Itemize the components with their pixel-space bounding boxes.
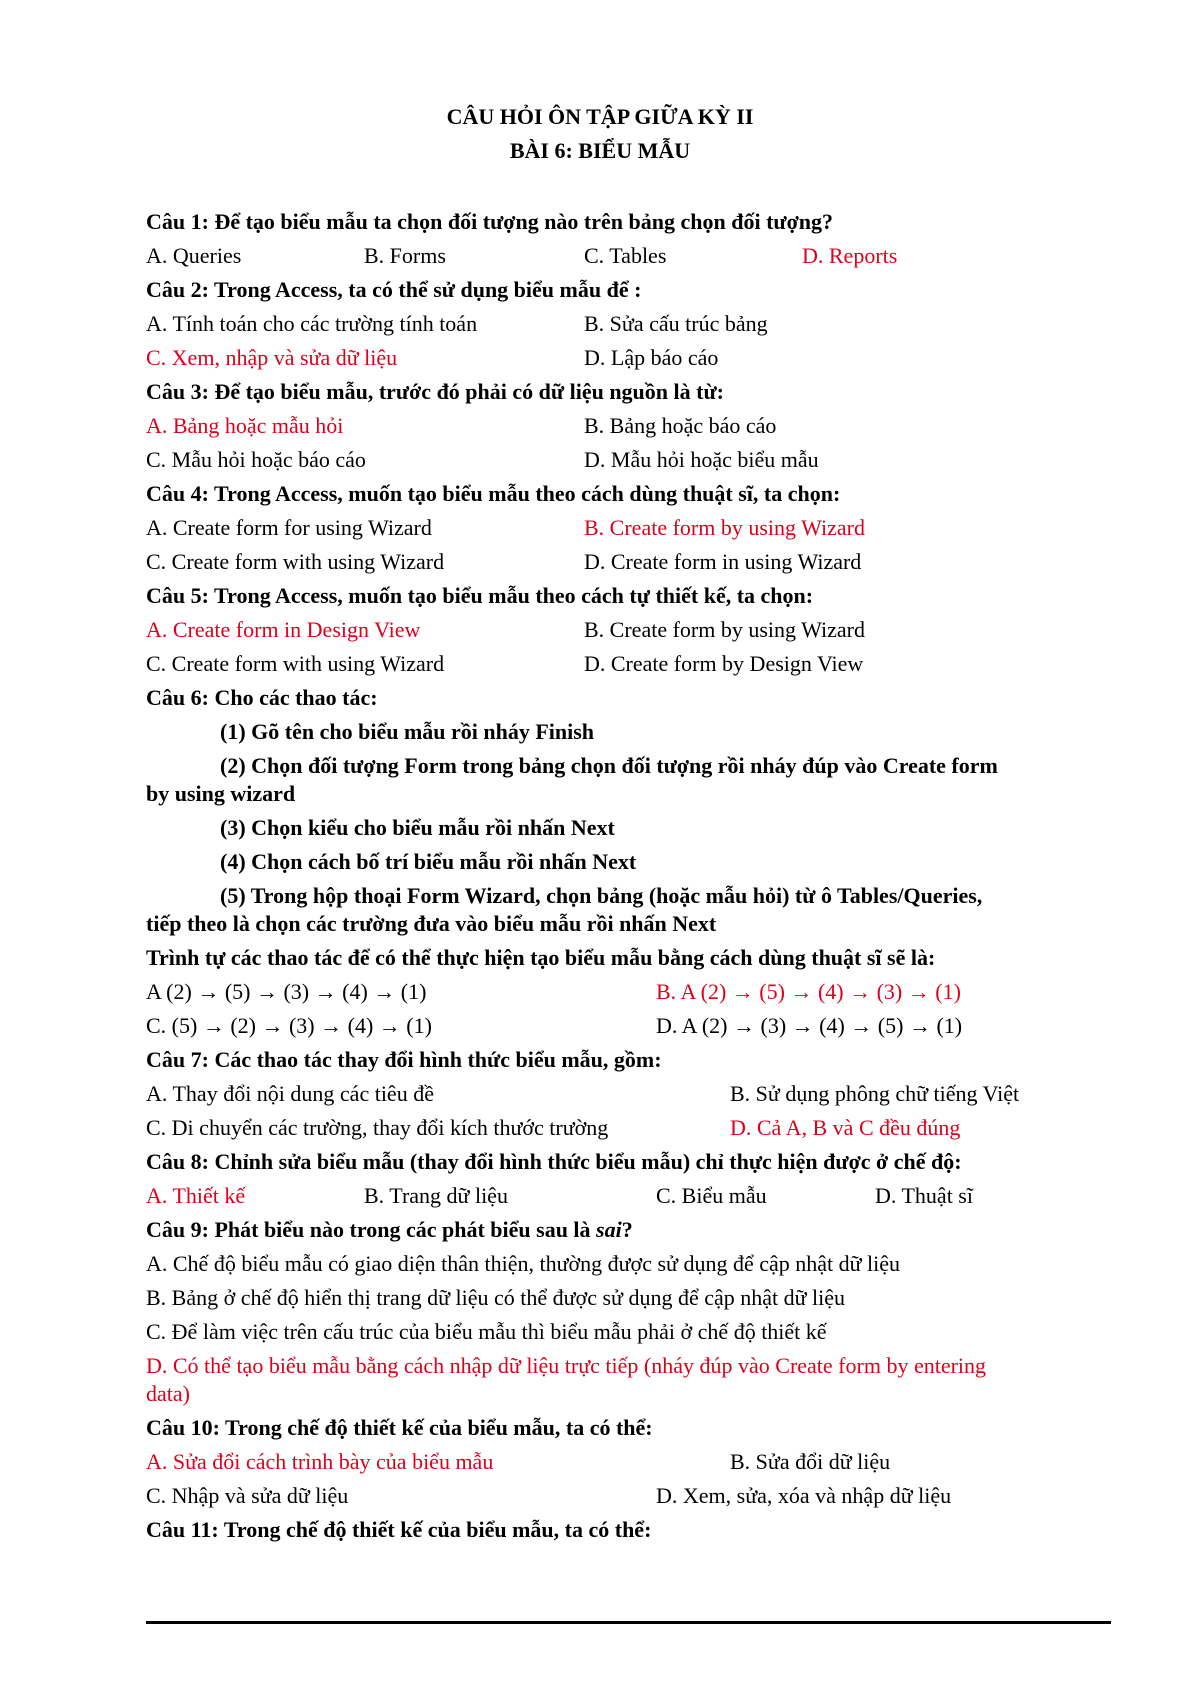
q9-label-start: Câu 9: Phát biểu nào trong các phát biểu sau là xyxy=(146,1217,597,1242)
q7-option-c: C. Di chuyển các trường, thay đổi kích thước trường xyxy=(146,1115,609,1140)
q1-option-d-answer: D. Reports xyxy=(802,243,898,268)
q6-step-5: (5) Trong hộp thoại Form Wizard, chọn bảng (hoặc mẫu hỏi) từ ô Tables/Queries, xyxy=(220,883,983,908)
q8-option-c: C. Biểu mẫu xyxy=(656,1183,767,1208)
q4-option-c: C. Create form with using Wizard xyxy=(146,549,445,574)
q6-step-2-cont: by using wizard xyxy=(146,781,296,806)
q7-option-a: A. Thay đổi nội dung các tiêu đề xyxy=(146,1081,434,1106)
q9-option-c: C. Để làm việc trên cấu trúc của biểu mẫu thì biểu mẫu phải ở chế độ thiết kế xyxy=(146,1319,827,1344)
q6-option-b-answer: B. A (2) → (5) → (4) → (3) → (1) xyxy=(656,979,961,1004)
q5-option-d: D. Create form by Design View xyxy=(584,651,864,676)
question-3: Câu 3: Để tạo biểu mẫu, trước đó phải có dữ liệu nguồn là từ: xyxy=(146,379,724,404)
q9-option-b: B. Bảng ở chế độ hiển thị trang dữ liệu có thể được sử dụng để cập nhật dữ liệu xyxy=(146,1285,846,1310)
q9-option-d-answer-cont: data) xyxy=(146,1381,190,1406)
q1-option-c: C. Tables xyxy=(584,243,667,268)
q6-step-3: (3) Chọn kiểu cho biểu mẫu rồi nhấn Next xyxy=(220,815,615,840)
q5-option-c: C. Create form with using Wizard xyxy=(146,651,445,676)
q4-option-d: D. Create form in using Wizard xyxy=(584,549,862,574)
q3-option-b: B. Bảng hoặc báo cáo xyxy=(584,413,777,438)
q9-option-a: A. Chế độ biểu mẫu có giao diện thân thiện, thường được sử dụng để cập nhật dữ liệu xyxy=(146,1251,901,1276)
q6-option-a: A (2) → (5) → (3) → (4) → (1) xyxy=(146,979,427,1004)
question-8: Câu 8: Chỉnh sửa biểu mẫu (thay đổi hình thức biểu mẫu) chỉ thực hiện được ở chế độ: xyxy=(146,1149,962,1174)
q6-prompt: Trình tự các thao tác để có thể thực hiện tạo biểu mẫu bằng cách dùng thuật sĩ sẽ là: xyxy=(146,945,936,970)
q9-option-d-answer: D. Có thể tạo biểu mẫu bằng cách nhập dữ liệu trực tiếp (nháy đúp vào Create form by entering xyxy=(146,1353,987,1378)
q8-option-b: B. Trang dữ liệu xyxy=(364,1183,508,1208)
q10-option-b: B. Sửa đổi dữ liệu xyxy=(730,1449,891,1474)
question-1: Câu 1: Để tạo biểu mẫu ta chọn đối tượng nào trên bảng chọn đối tượng? xyxy=(146,209,834,234)
question-7: Câu 7: Các thao tác thay đổi hình thức biểu mẫu, gồm: xyxy=(146,1047,662,1072)
q4-option-a: A. Create form for using Wizard xyxy=(146,515,432,540)
q6-step-4: (4) Chọn cách bố trí biểu mẫu rồi nhấn Next xyxy=(220,849,637,874)
q8-option-d: D. Thuật sĩ xyxy=(875,1183,973,1208)
q6-step-2: (2) Chọn đối tượng Form trong bảng chọn đối tượng rồi nháy đúp vào Create form xyxy=(220,753,998,778)
q6-step-1: (1) Gõ tên cho biểu mẫu rồi nháy Finish xyxy=(220,719,595,744)
question-11: Câu 11: Trong chế độ thiết kế của biểu mẫu, ta có thể: xyxy=(146,1517,652,1542)
q2-option-c-answer: C. Xem, nhập và sửa dữ liệu xyxy=(146,345,398,370)
question-9 xyxy=(146,1216,633,1244)
question-10: Câu 10: Trong chế độ thiết kế của biểu mẫu, ta có thể: xyxy=(146,1415,653,1440)
q2-option-b: B. Sửa cấu trúc bảng xyxy=(584,311,768,336)
q3-option-c: C. Mẫu hỏi hoặc báo cáo xyxy=(146,447,366,472)
q1-option-b: B. Forms xyxy=(364,243,446,268)
q5-option-a-answer: A. Create form in Design View xyxy=(146,617,421,642)
q5-option-b: B. Create form by using Wizard xyxy=(584,617,865,642)
q2-option-a: A. Tính toán cho các trường tính toán xyxy=(146,311,478,336)
q6-option-d: D. A (2) → (3) → (4) → (5) → (1) xyxy=(656,1013,963,1038)
q10-option-c: C. Nhập và sửa dữ liệu xyxy=(146,1483,349,1508)
q1-option-a: A. Queries xyxy=(146,243,242,268)
q9-label-emphasis: sai xyxy=(596,1217,622,1242)
q2-option-d: D. Lập báo cáo xyxy=(584,345,719,370)
q7-option-b: B. Sử dụng phông chữ tiếng Việt xyxy=(730,1081,1020,1106)
question-6: Câu 6: Cho các thao tác: xyxy=(146,685,378,710)
q6-option-c: C. (5) → (2) → (3) → (4) → (1) xyxy=(146,1013,432,1038)
q6-step-5-cont: tiếp theo là chọn các trường đưa vào biểu mẫu rồi nhấn Next xyxy=(146,911,717,936)
page-title: CÂU HỎI ÔN TẬP GIỮA KỲ II xyxy=(446,104,754,129)
q3-option-d: D. Mẫu hỏi hoặc biểu mẫu xyxy=(584,447,819,472)
question-4: Câu 4: Trong Access, muốn tạo biểu mẫu theo cách dùng thuật sĩ, ta chọn: xyxy=(146,481,841,506)
q3-option-a-answer: A. Bảng hoặc mẫu hỏi xyxy=(146,413,344,438)
question-2: Câu 2: Trong Access, ta có thể sử dụng biểu mẫu để : xyxy=(146,277,642,302)
page-subtitle: BÀI 6: BIỂU MẪU xyxy=(509,138,691,163)
question-5: Câu 5: Trong Access, muốn tạo biểu mẫu theo cách tự thiết kế, ta chọn: xyxy=(146,583,814,608)
q7-option-d-answer: D. Cả A, B và C đều đúng xyxy=(730,1115,961,1140)
q4-option-b-answer: B. Create form by using Wizard xyxy=(584,515,865,540)
q10-option-a-answer: A. Sửa đổi cách trình bày của biểu mẫu xyxy=(146,1449,494,1474)
footer-divider xyxy=(146,1621,1111,1624)
q9-label-end: ? xyxy=(621,1217,633,1242)
q8-option-a-answer: A. Thiết kế xyxy=(146,1183,246,1208)
q10-option-d: D. Xem, sửa, xóa và nhập dữ liệu xyxy=(656,1483,952,1508)
